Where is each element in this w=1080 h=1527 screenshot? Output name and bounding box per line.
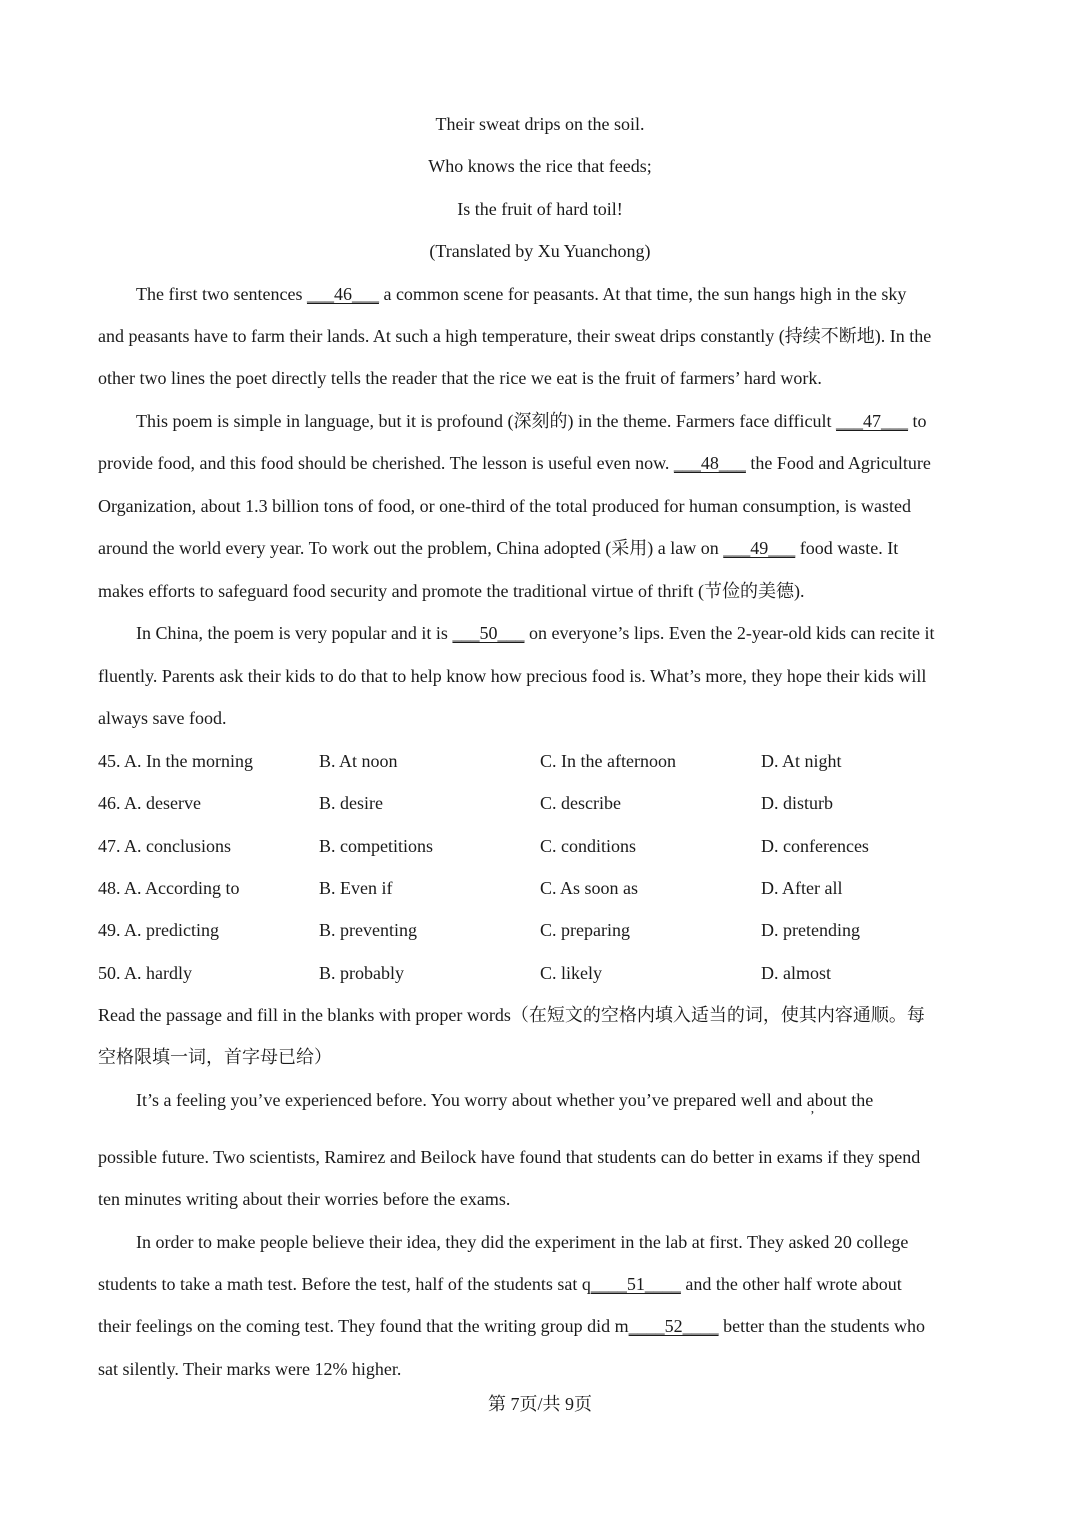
blank-52: ____52____ [628,1316,719,1336]
para2-text: This poem is simple in language, but it is profound (深刻的) in the theme. Farmers face difficult [136,411,837,431]
page-number: 第 7页/共 9页 [487,1394,592,1414]
option-a: 45. A. In the morning [98,751,253,771]
option-b: B. Even if [319,878,393,898]
para2-line-2 [98,451,988,475]
option-c: C. As soon as [540,878,639,898]
para3-line-1 [136,621,988,645]
para1-text: The first two sentences [136,284,307,304]
para5-text: and the other half wrote about [680,1274,902,1294]
option-a: 46. A. deserve [98,793,201,813]
option-b: B. At noon [319,751,398,771]
poem-translator: (Translated by Xu Yuanchong) [429,241,651,261]
para5-line-3 [98,1314,988,1338]
option-c: C. In the afternoon [540,751,676,771]
option-b: B. competitions [319,836,433,856]
option-c: C. likely [540,963,602,983]
para3-text: In China, the poem is very popular and it is [136,623,453,643]
para4-line-3: ten minutes writing about their worries before the exams. [98,1189,511,1209]
para4-line-1: It’s a feeling you’ve experienced before. You worry about whether you’ve prepared well and about the [136,1090,874,1110]
para5-line-4: sat silently. Their marks were 12% higher. [98,1359,402,1379]
poem-line-3: Is the fruit of hard toil! [457,199,623,219]
blank-49: ___49___ [723,538,796,558]
option-a: 48. A. According to [98,878,240,898]
section-instruction-line-1: Read the passage and fill in the blanks with proper words（在短文的空格内填入适当的词，使其内容通顺。每 [98,1005,925,1025]
para3-text: on everyone’s lips. Even the 2-year-old kids can recite it [524,623,935,643]
option-d: D. pretending [761,920,860,940]
blank-51: ____51____ [590,1274,681,1294]
para4-line-2: possible future. Two scientists, Ramirez and Beilock have found that students can do better in exams if they spend [98,1147,921,1167]
option-c: C. conditions [540,836,637,856]
para2-text: to [908,411,927,431]
para3-line-3: always save food. [98,708,227,728]
blank-50: ___50___ [452,623,525,643]
blank-47: ___47___ [836,411,909,431]
blank-46: ___46___ [306,284,379,304]
para2-line-5: makes efforts to safeguard food security and promote the traditional virtue of thrift (节俭的美德). [98,581,805,601]
para5-text: students to take a math test. Before the test, half of the students sat q [98,1274,591,1294]
option-a: 47. A. conclusions [98,836,231,856]
blank-48: ___48___ [673,453,746,473]
option-c: C. describe [540,793,621,813]
option-b: B. preventing [319,920,417,940]
para2-line-3: Organization, about 1.3 billion tons of food, or one-third of the total produced for human consumption, is wasted [98,496,912,516]
option-a: 50. A. hardly [98,963,192,983]
para1-text: a common scene for peasants. At that time, the sun hangs high in the sky [378,284,907,304]
option-d: D. disturb [761,793,833,813]
poem-line-1: Their sweat drips on the soil. [435,114,645,134]
para5-text: their feelings on the coming test. They found that the writing group did m [98,1316,629,1336]
para1-line-3: other two lines the poet directly tells the reader that the rice we eat is the fruit of farmers’ hard work. [98,368,822,388]
para2-text: food waste. It [795,538,899,558]
para2-text: around the world every year. To work out the problem, China adopted (采用) a law on [98,538,724,558]
para3-line-2: fluently. Parents ask their kids to do that to help know how precious food is. What’s more, they hope their kids will [98,666,927,686]
para2-text: the Food and Agriculture [745,453,931,473]
option-d: D. At night [761,751,842,771]
para2-text: provide food, and this food should be cherished. The lesson is useful even now. [98,453,674,473]
para2-line-1 [136,409,988,433]
section-instruction-line-2: 空格限填一词，首字母已给） [98,1047,332,1067]
option-b: B. probably [319,963,404,983]
option-b: B. desire [319,793,383,813]
para1-line-2: and peasants have to farm their lands. At such a high temperature, their sweat drips constantly (持续不断地). In the [98,326,932,346]
option-d: D. almost [761,963,831,983]
poem-line-2: Who knows the rice that feeds; [428,156,652,176]
para2-line-4 [98,536,988,560]
option-a: 49. A. predicting [98,920,219,940]
para5-line-2 [98,1272,988,1296]
para1-line-1 [136,282,988,306]
stray-comma-mark: ’ [810,1109,815,1124]
option-d: D. conferences [761,836,869,856]
option-d: D. After all [761,878,843,898]
para5-line-1: In order to make people believe their idea, they did the experiment in the lab at first. They asked 20 college [136,1232,909,1252]
para5-text: better than the students who [718,1316,926,1336]
option-c: C. preparing [540,920,630,940]
